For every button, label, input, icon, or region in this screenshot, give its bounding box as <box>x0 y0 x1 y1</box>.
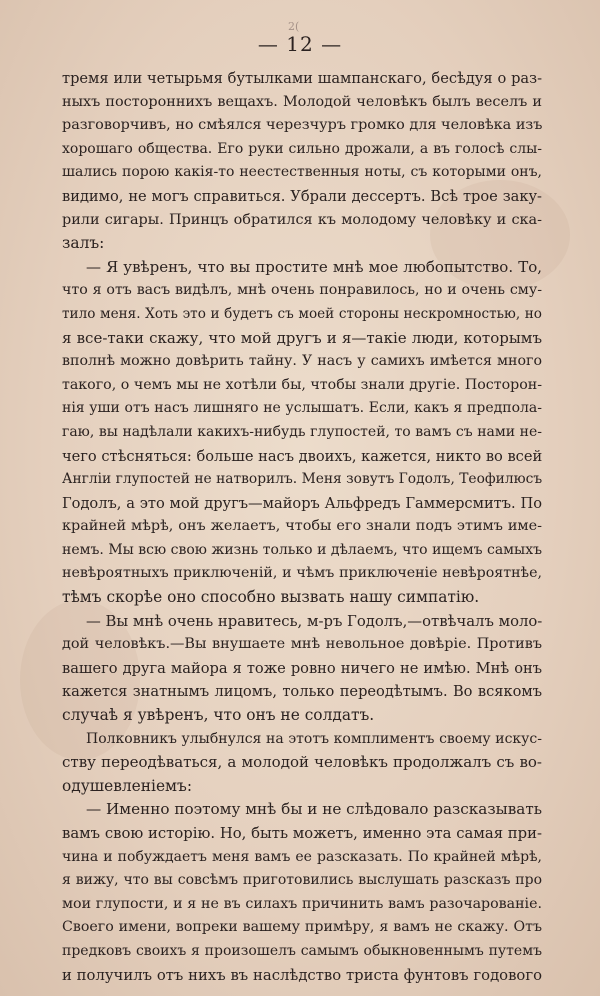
text-line: вашего друга майора я тоже ровно ничего не имѣю. Мнѣ онъ <box>62 659 542 677</box>
text-line: что я отъ васъ видѣлъ, мнѣ очень понравилось, но и очень сму- <box>62 282 542 299</box>
text-line: вамъ свою исторію. Но, быть можетъ, именно эта самая при- <box>62 825 542 842</box>
text-line: Своего имени, вопреки вашему примѣру, я вамъ не скажу. Отъ <box>62 919 542 936</box>
text-line: видимо, не могъ справиться. Убрали дессертъ. Всѣ трое заку- <box>62 187 542 205</box>
text-line: ныхъ постороннихъ вещахъ. Молодой человѣкъ былъ веселъ и <box>62 93 542 110</box>
text-line: чего стѣсняться: больше насъ двоихъ, кажется, никто во всей <box>62 447 542 465</box>
text-line: Полковникъ улыбнулся на этотъ комплиментъ своему искус- <box>86 730 542 747</box>
text-line: — Именно поэтому мнѣ бы и не слѣдовало разсказывать <box>86 800 542 819</box>
text-line: я вижу, что вы совсѣмъ приготовились выслушать разсказъ про <box>62 872 542 889</box>
text-line: невѣроятныхъ приключеній, и чѣмъ приключеніе невѣроятнѣе, <box>62 565 542 582</box>
text-line: тѣмъ скорѣе оно способно вызвать нашу симпатію. <box>62 588 480 607</box>
text-line: тило меня. Хоть это и будетъ съ моей стороны нескромностью, но <box>62 305 542 322</box>
text-line: рили сигары. Принцъ обратился къ молодому человѣку и ска- <box>62 211 542 228</box>
body-text <box>62 67 542 987</box>
text-line: крайней мѣрѣ, онъ желаетъ, чтобы его знали подъ этимъ име- <box>62 518 542 535</box>
text-line: тремя или четырьмя бутылками шампанскаго, бесѣдуя о раз- <box>62 70 542 87</box>
text-line: такого, о чемъ мы не хотѣли бы, чтобы знали другіе. Посторон- <box>62 376 542 393</box>
text-line: ству переодѣваться, а молодой человѣкъ продолжалъ съ во- <box>62 753 542 772</box>
text-line: Англіи глупостей не натворилъ. Меня зовутъ Годолъ, Теофилюсъ <box>62 471 542 488</box>
text-line: разговорчивъ, но смѣялся черезчуръ громко для человѣка изъ <box>62 117 542 134</box>
text-line: шались порою какія-то неестественныя ноты, съ которыми онъ, <box>62 164 542 181</box>
text-line: мои глупости, и я не въ силахъ причинить вамъ разочарованіе. <box>62 895 542 912</box>
text-line: хорошаго общества. Его руки сильно дрожали, а въ голосѣ слы- <box>62 140 542 157</box>
text-line: нія уши отъ насъ лишняго не услышатъ. Если, какъ я предпола- <box>62 400 542 417</box>
text-line: предковъ своихъ я произошелъ самымъ обыкновеннымъ путемъ <box>62 942 542 959</box>
text-line: гаю, вы надѣлали какихъ-нибудь глупостей, то вамъ съ нами не- <box>62 423 542 440</box>
text-line: Годолъ, а это мой другъ—майоръ Альфредъ Гаммерсмитъ. По <box>62 494 542 512</box>
text-line: немъ. Мы всю свою жизнь только и дѣлаемъ, что ищемъ самыхъ <box>62 541 542 558</box>
text-line: — Я увѣренъ, что вы простите мнѣ мое любопытство. То, <box>86 257 542 276</box>
text-line: кажется знатнымъ лицомъ, только переодѣтымъ. Во всякомъ <box>62 683 542 701</box>
text-line: — Вы мнѣ очень нравитесь, м-ръ Годолъ,—отвѣчалъ моло- <box>86 612 542 630</box>
text-line: и получилъ отъ нихъ въ наслѣдство триста фунтовъ годового <box>62 966 542 984</box>
text-line: чина и побуждаетъ меня вамъ ее разсказать. По крайней мѣрѣ, <box>62 848 542 865</box>
text-line: одушевленіемъ: <box>62 776 193 795</box>
text-line: случаѣ я увѣренъ, что онъ не солдатъ. <box>62 706 375 725</box>
text-line: я все-таки скажу, что мой другъ и я—такіе люди, которымъ <box>62 328 542 347</box>
text-line: дой человѣкъ.—Вы внушаете мнѣ невольное довѣріе. Противъ <box>62 636 542 653</box>
text-line: вполнѣ можно довѣрить тайну. У насъ у самихъ имѣется много <box>62 353 542 370</box>
library-stamp-mark: 2( <box>288 20 300 33</box>
page-number: — 12 — <box>257 32 343 56</box>
text-line: залъ: <box>62 234 105 253</box>
